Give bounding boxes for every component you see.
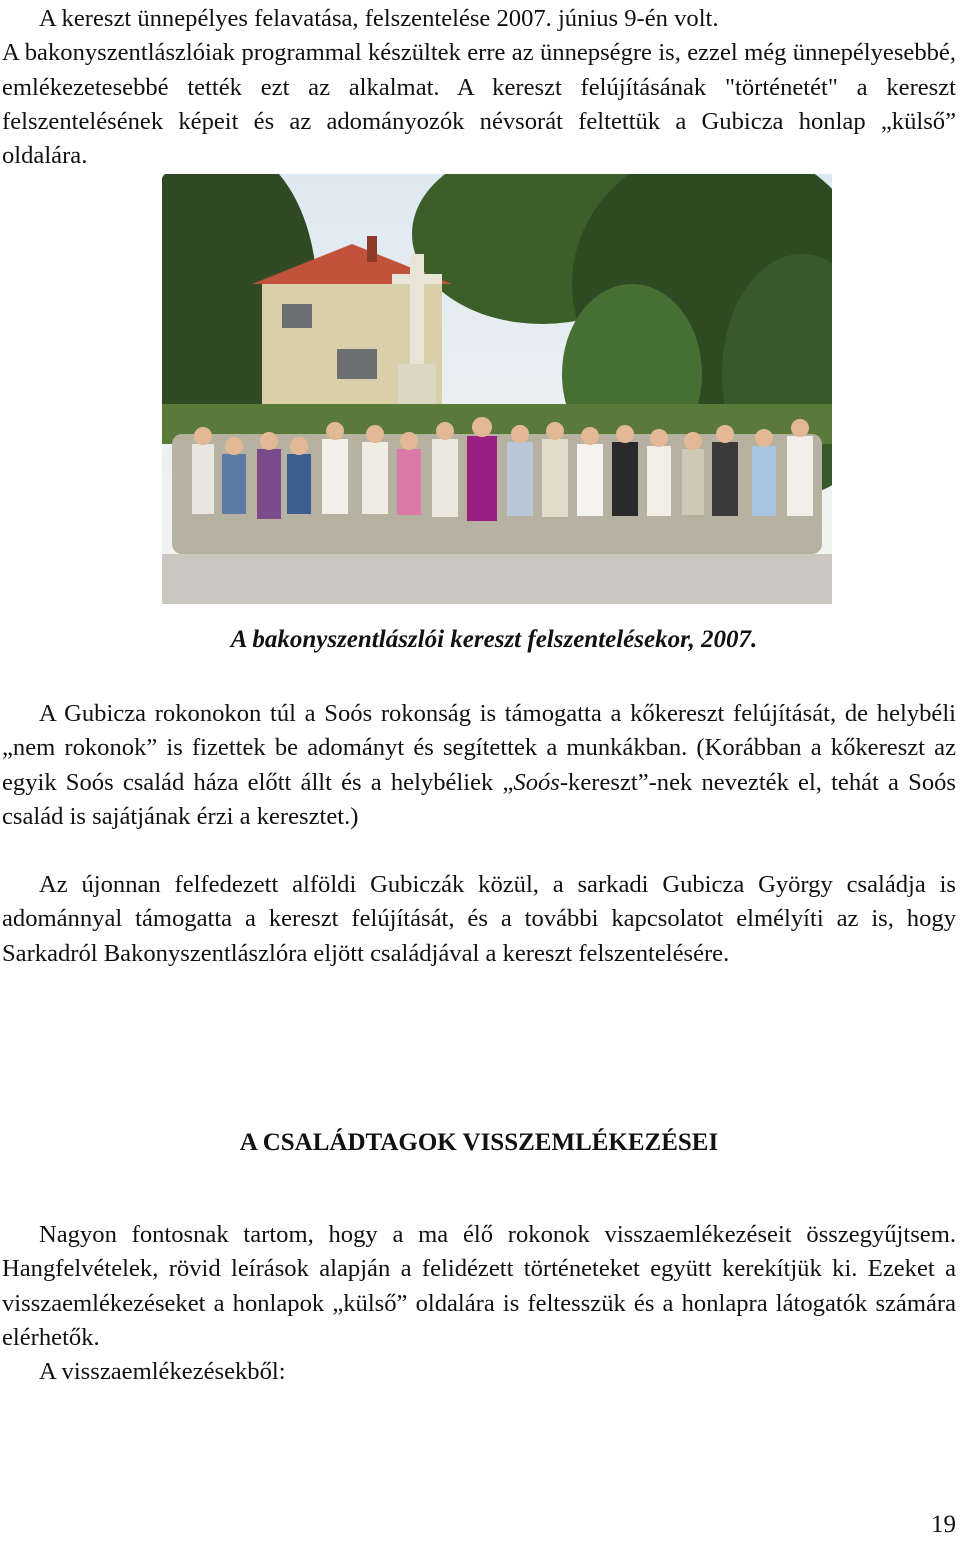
intro-paragraph — [2, 2, 956, 173]
paragraph-soos-text-2: -kereszt”-nek nevezték el, tehát a Soós család is sajátjának érzi a keresztet.) — [2, 768, 956, 830]
section-heading: A CSALÁDTAGOK VISSZEMLÉKEZÉSEI — [239, 1129, 719, 1156]
ceremony-photo — [162, 174, 832, 604]
paragraph-from-memories: A visszaemlékezésekből: — [39, 1358, 286, 1385]
photo-caption: A bakonyszentlászlói kereszt felszentelésekor, 2007. — [230, 626, 758, 653]
page-number: 19 — [931, 1511, 956, 1538]
intro-line-1: A kereszt ünnepélyes felavatása, felszentelése 2007. június 9-én volt. — [39, 5, 719, 32]
intro-line-2: A bakonyszentlászlóiak programmal készültek erre az ünnepségre is, ezzel még ünnepélyesebbé, emlékezetesebbé tették ezt az alkalmat. A kereszt felújításának "történetét" a kereszt felszentelésének képeit és az adományozók névsorát feltettük a Gubicza honlap „külső” oldalára. — [2, 39, 956, 170]
ceremony-photo-illustration — [162, 174, 832, 604]
paragraph-soos — [2, 697, 956, 834]
paragraph-sarkad: Az újonnan felfedezett alföldi Gubiczák közül, a sarkadi Gubicza György családja is adománnyal támogatta a kereszt felújítását, és a további kapcsolatot elmélyíti az is, hogy Sarkadról Bakonyszentlászlóra eljött családjával a kereszt felszentelésére. — [2, 871, 956, 967]
paragraph-soos-text-1: A Gubicza rokonokon túl a Soós rokonság is támogatta a kőkereszt felújítását, de helybéli „nem rokonok” is fizettek be adományt és segítettek a munkákban. (Korábban a kőkereszt az egyik Soós család háza előtt állt és a helybéliek „ — [2, 700, 956, 796]
paragraph-soos-italic: Soós — [513, 768, 560, 796]
paragraph-memories: Nagyon fontosnak tartom, hogy a ma élő rokonok visszaemlékezéseit összegyűjtsem. Hangfelvételek, rövid leírások alapján a felidézett történeteket együtt kerekítjük ki. Ezeket a visszaemlékezéseket a honlapok „külső” oldalára is feltesszük és a honlapra látogatók számára elérhetők. — [2, 1221, 956, 1351]
